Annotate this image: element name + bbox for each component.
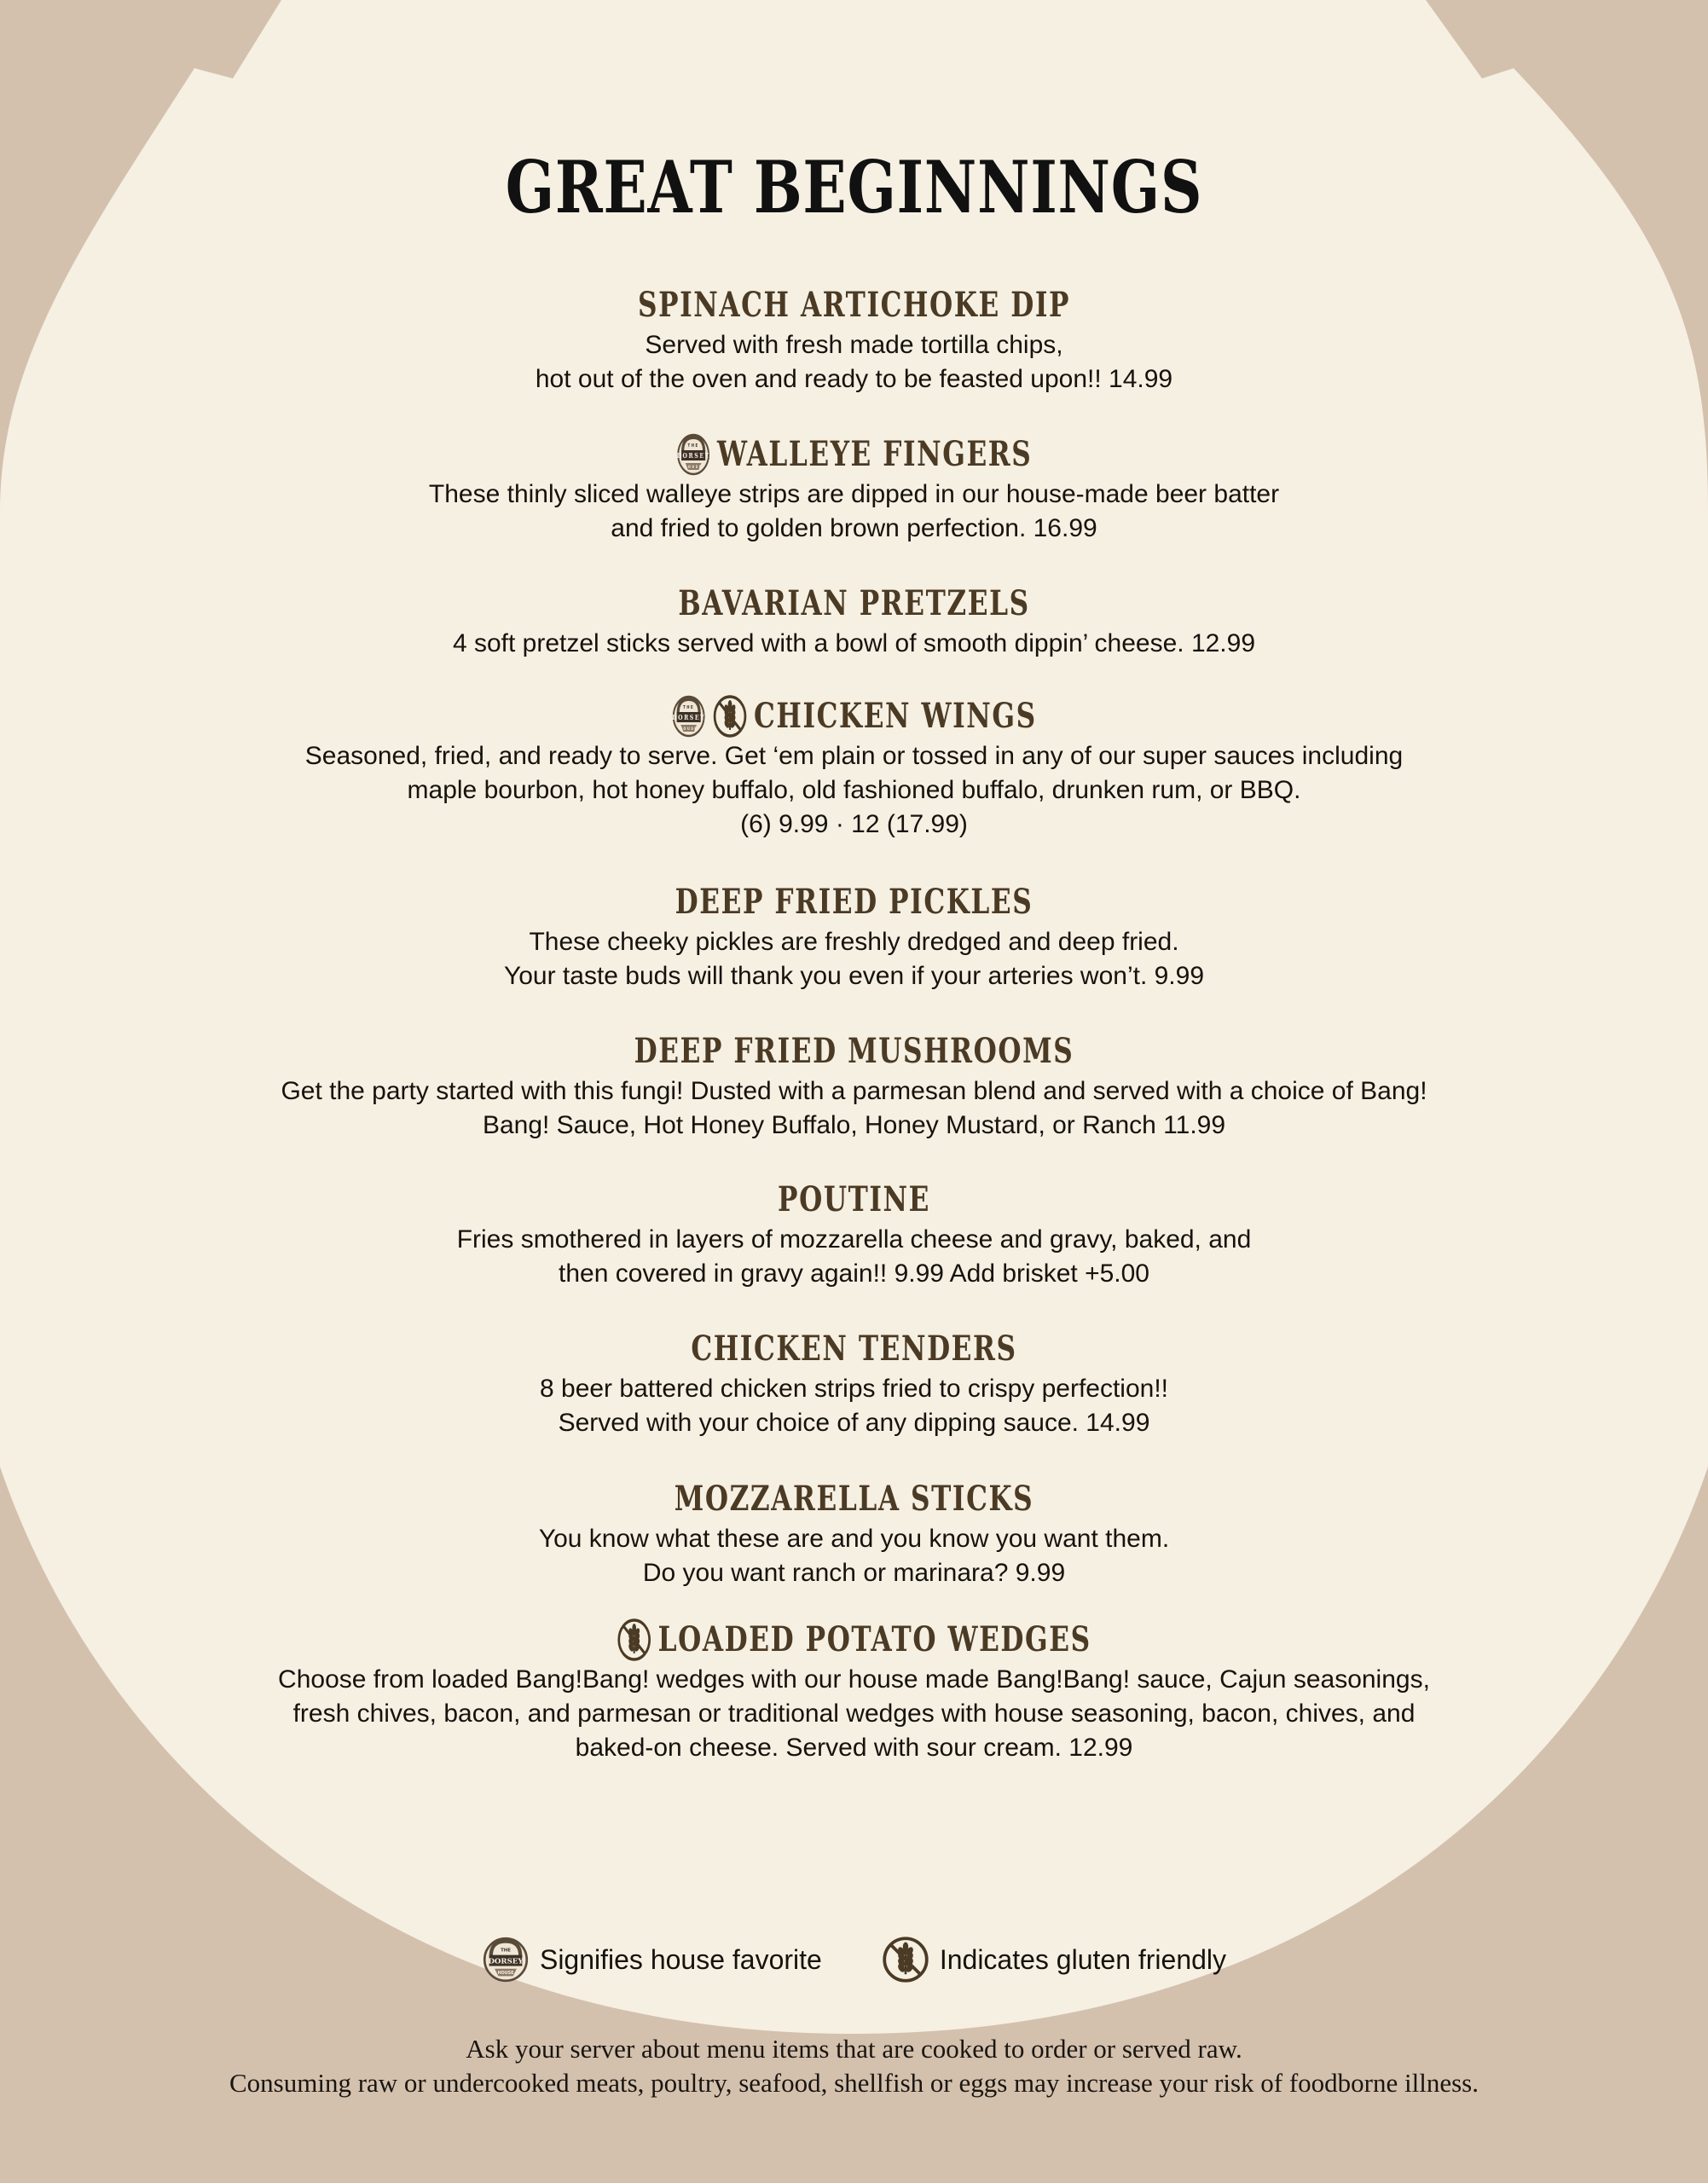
menu-item-header — [188, 1328, 1520, 1370]
menu-item-name: POUTINE — [778, 1179, 930, 1219]
svg-text:HOUSE: HOUSE — [679, 726, 698, 732]
legend-house-favorite-label: Signifies house favorite — [539, 1943, 822, 1975]
svg-text:HOUSE: HOUSE — [497, 1972, 514, 1977]
svg-text:HOUSE: HOUSE — [684, 464, 703, 470]
disclaimer — [0, 2032, 1708, 2100]
description-line: Fries smothered in layers of mozzarella cheese and gravy, baked, and — [456, 1225, 1252, 1254]
svg-text:THE: THE — [682, 705, 695, 711]
menu-item-header — [188, 1178, 1520, 1221]
description-line: Your taste buds will thank you even if your arteries won’t. 9.99 — [503, 962, 1204, 990]
menu-item-name: CHICKEN WINGS — [754, 696, 1037, 736]
legend-gluten-friendly — [882, 1936, 1226, 1983]
description-line: hot out of the oven and ready to be feasted upon!! 14.99 — [535, 365, 1173, 393]
menu-item-header — [188, 881, 1520, 924]
menu-item — [0, 1478, 1708, 1590]
menu-item-description — [0, 328, 1708, 397]
menu-item — [0, 1618, 1708, 1765]
menu-item — [0, 695, 1708, 842]
menu-item-header — [188, 582, 1520, 625]
description-line: These cheeky pickles are freshly dredged and deep fried. — [529, 928, 1179, 956]
description-line: maple bourbon, hot honey buffalo, old fashioned buffalo, drunken rum, or BBQ. — [407, 776, 1301, 804]
gluten-friendly-icon — [713, 694, 748, 738]
menu-item-header — [188, 695, 1520, 738]
svg-text:THE: THE — [687, 443, 699, 449]
description-line: fresh chives, bacon, and parmesan or traditional wedges with house seasoning, bacon, chives, and — [292, 1699, 1416, 1728]
menu-item-name: BAVARIAN PRETZELS — [678, 583, 1030, 623]
menu-item-header — [188, 433, 1520, 476]
disclaimer-line: Ask your server about menu items that are cooked to order or served raw. — [466, 2034, 1242, 2064]
svg-text:THE: THE — [501, 1948, 511, 1954]
menu-item-name: MOZZARELLA STICKS — [674, 1479, 1034, 1519]
menu-item-description — [0, 1663, 1708, 1765]
description-line: You know what these are and you know you want them. — [538, 1525, 1170, 1553]
menu-item-description — [0, 739, 1708, 842]
description-line: Served with fresh made tortilla chips, — [645, 331, 1063, 359]
page-title: GREAT BEGINNINGS — [505, 145, 1203, 229]
menu-item — [0, 881, 1708, 993]
gluten-friendly-icon — [617, 1618, 651, 1662]
menu-item-name: WALLEYE FINGERS — [716, 434, 1033, 474]
menu-item-description — [0, 478, 1708, 546]
menu-item-name: SPINACH ARTICHOKE DIP — [637, 285, 1070, 325]
menu-item-description — [0, 1223, 1708, 1291]
description-line: Choose from loaded Bang!Bang! wedges with our house made Bang!Bang! sauce, Cajun seasonings, — [278, 1665, 1430, 1694]
menu-item-name: DEEP FRIED PICKLES — [675, 882, 1033, 922]
description-line: (6) 9.99 · 12 (17.99) — [740, 810, 968, 838]
description-line: baked-on cheese. Served with sour cream. 12.99 — [575, 1734, 1133, 1762]
legend-house-favorite — [482, 1936, 822, 1983]
menu-item-description — [0, 1522, 1708, 1590]
description-line: Seasoned, fried, and ready to serve. Get ‘em plain or tossed in any of our super sauces including — [304, 742, 1404, 770]
menu-item-description — [0, 1074, 1708, 1143]
description-line: and fried to golden brown perfection. 16.99 — [611, 514, 1097, 542]
description-line: then covered in gravy again!! 9.99 Add brisket +5.00 — [559, 1259, 1149, 1288]
description-line: Do you want ranch or marinara? 9.99 — [642, 1559, 1066, 1587]
description-line: 4 soft pretzel sticks served with a bowl of smooth dippin’ cheese. 12.99 — [452, 629, 1256, 657]
svg-text:DORSEY: DORSEY — [488, 1957, 524, 1966]
description-line: These thinly sliced walleye strips are dipped in our house-made beer batter — [428, 480, 1280, 508]
menu-item-header — [188, 1478, 1520, 1520]
disclaimer-line: Consuming raw or undercooked meats, poultry, seafood, shellfish or eggs may increase your risk of foodborne illness. — [229, 2068, 1479, 2098]
menu-item — [0, 284, 1708, 397]
house-favorite-icon — [671, 694, 706, 738]
description-line: 8 beer battered chicken strips fried to crispy perfection!! — [539, 1375, 1169, 1403]
house-favorite-icon — [482, 1936, 530, 1983]
menu-item-description — [0, 1372, 1708, 1440]
menu-item — [0, 582, 1708, 661]
gluten-friendly-icon — [882, 1936, 929, 1983]
description-line: Get the party started with this fungi! Dusted with a parmesan blend and served with a choice of Bang! — [281, 1077, 1427, 1105]
menu-item — [0, 433, 1708, 546]
legend-gluten-friendly-label: Indicates gluten friendly — [939, 1943, 1227, 1975]
svg-text:DORSEY: DORSEY — [676, 451, 710, 460]
menu-item-description — [0, 627, 1708, 661]
menu-item-description — [0, 925, 1708, 993]
menu-item-name: DEEP FRIED MUSHROOMS — [634, 1031, 1074, 1071]
svg-text:DORSEY: DORSEY — [672, 713, 706, 722]
menu-item — [0, 1178, 1708, 1291]
description-line: Served with your choice of any dipping sauce. 14.99 — [558, 1409, 1150, 1437]
menu-item — [0, 1030, 1708, 1143]
menu-item-header — [188, 1030, 1520, 1073]
menu-item-name: CHICKEN TENDERS — [691, 1329, 1017, 1369]
menu-item-header — [188, 1618, 1520, 1661]
legend — [0, 1936, 1708, 1983]
menu-item-name: LOADED POTATO WEDGES — [657, 1619, 1091, 1659]
menu-item-header — [188, 284, 1520, 327]
house-favorite-icon — [676, 432, 711, 477]
description-line: Bang! Sauce, Hot Honey Buffalo, Honey Mustard, or Ranch 11.99 — [482, 1111, 1226, 1139]
menu-item — [0, 1328, 1708, 1440]
